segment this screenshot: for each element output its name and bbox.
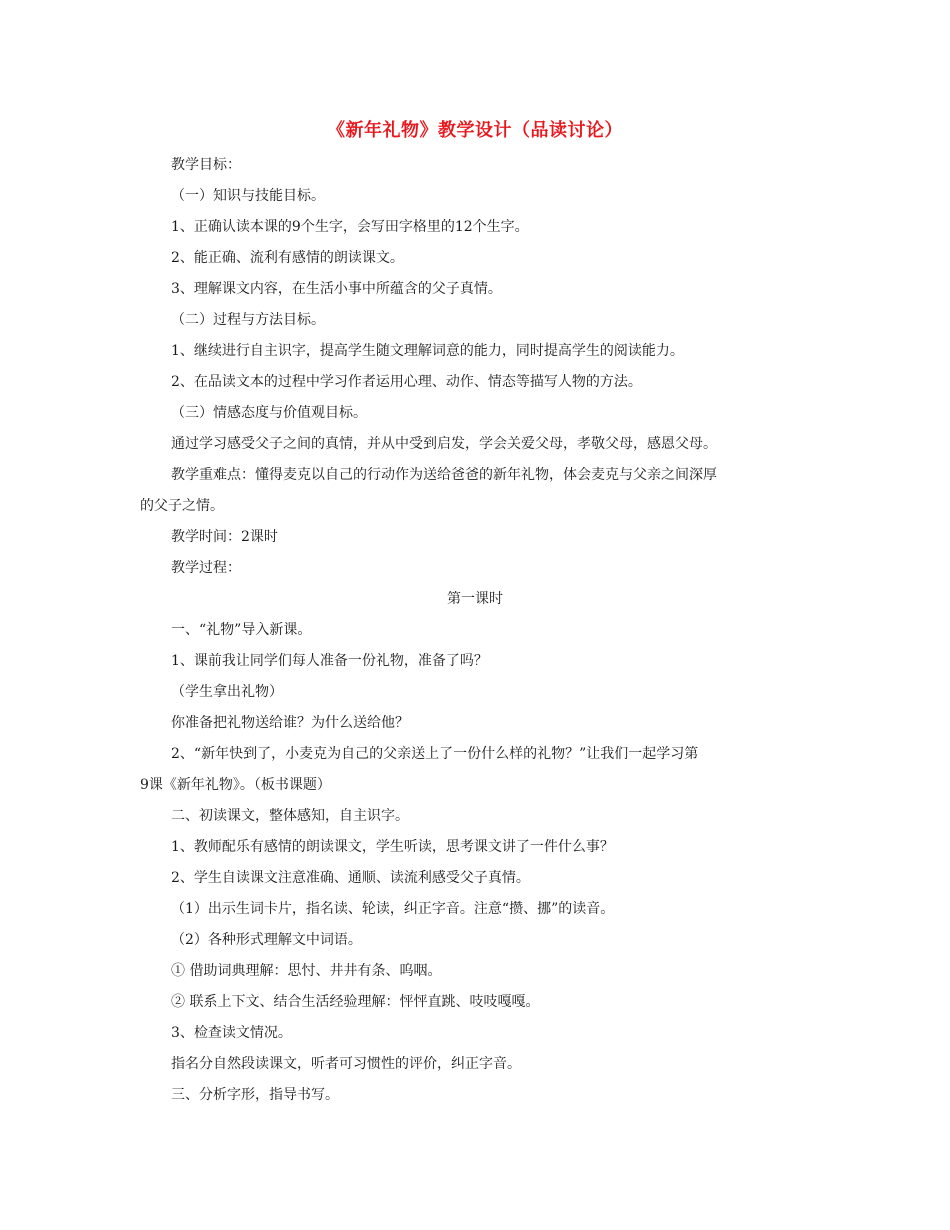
text-line: （学生拿出礼物） [171,684,283,700]
text-line: 教学过程： [171,560,241,576]
text-line: 1、教师配乐有感情的朗读课文，学生听读，思考课文讲了一件什么事？ [171,839,614,855]
text-line: （二）过程与方法目标。 [171,312,325,328]
text-line: （1）出示生词卡片，指名读、轮读，纠正字音。注意“攒、挪”的读音。 [171,901,615,917]
document-body [140,150,810,1111]
text-line: 指名分自然段读课文，听者可习惯性的评价，纠正字音。 [171,1056,521,1072]
text-line: 二、初读课文，整体感知，自主识字。 [171,808,409,824]
text-line: 三、分析字形，指导书写。 [171,1087,339,1103]
text-line: 2、“新年快到了，小麦克为自己的父亲送上了一份什么样的礼物？”让我们一起学习第 [171,746,699,762]
text-line: 3、理解课文内容，在生活小事中所蕴含的父子真情。 [171,281,502,297]
document-title: 《新年礼物》教学设计（品读讨论） [327,120,623,141]
text-line: 一、“礼物”导入新课。 [171,622,312,638]
text-line: 你准备把礼物送给谁？为什么送给他？ [171,715,409,731]
text-line: ② 联系上下文、结合生活经验理解：怦怦直跳、吱吱嘎嘎。 [171,994,540,1010]
text-line: 3、检查读文情况。 [171,1025,292,1041]
text-line: 2、能正确、流利有感情的朗读课文。 [171,250,404,266]
text-line: 1、正确认读本课的9个生字，会写田字格里的12个生字。 [171,219,529,235]
text-line: 教学重难点：懂得麦克以自己的行动作为送给爸爸的新年礼物，体会麦克与父亲之间深厚 [171,467,717,483]
text-line: 2、在品读文本的过程中学习作者运用心理、动作、情态等描写人物的方法。 [171,374,642,390]
text-line: （一）知识与技能目标。 [171,188,325,204]
text-line: 2、学生自读课文注意准确、通顺、读流利感受父子真情。 [171,870,530,886]
text-line: 1、课前我让同学们每人准备一份礼物，准备了吗？ [171,653,488,669]
text-line: 教学时间：2课时 [171,529,278,545]
text-line: （三）情感态度与价值观目标。 [171,405,367,421]
text-line: 1、继续进行自主识字，提高学生随文理解词意的能力，同时提高学生的阅读能力。 [171,343,684,359]
text-line: 教学目标： [171,157,241,173]
text-line: 通过学习感受父子之间的真情，并从中受到启发，学会关爱父母，孝敬父母，感恩父母。 [171,436,717,452]
text-line: （2）各种形式理解文中词语。 [171,932,362,948]
text-line: 9课《新年礼物》。（板书课题） [140,777,331,793]
text-line: 的父子之情。 [140,498,224,514]
text-line: ① 借助词典理解：思忖、井井有条、呜咽。 [171,963,442,979]
section-heading: 第一课时 [447,591,503,607]
